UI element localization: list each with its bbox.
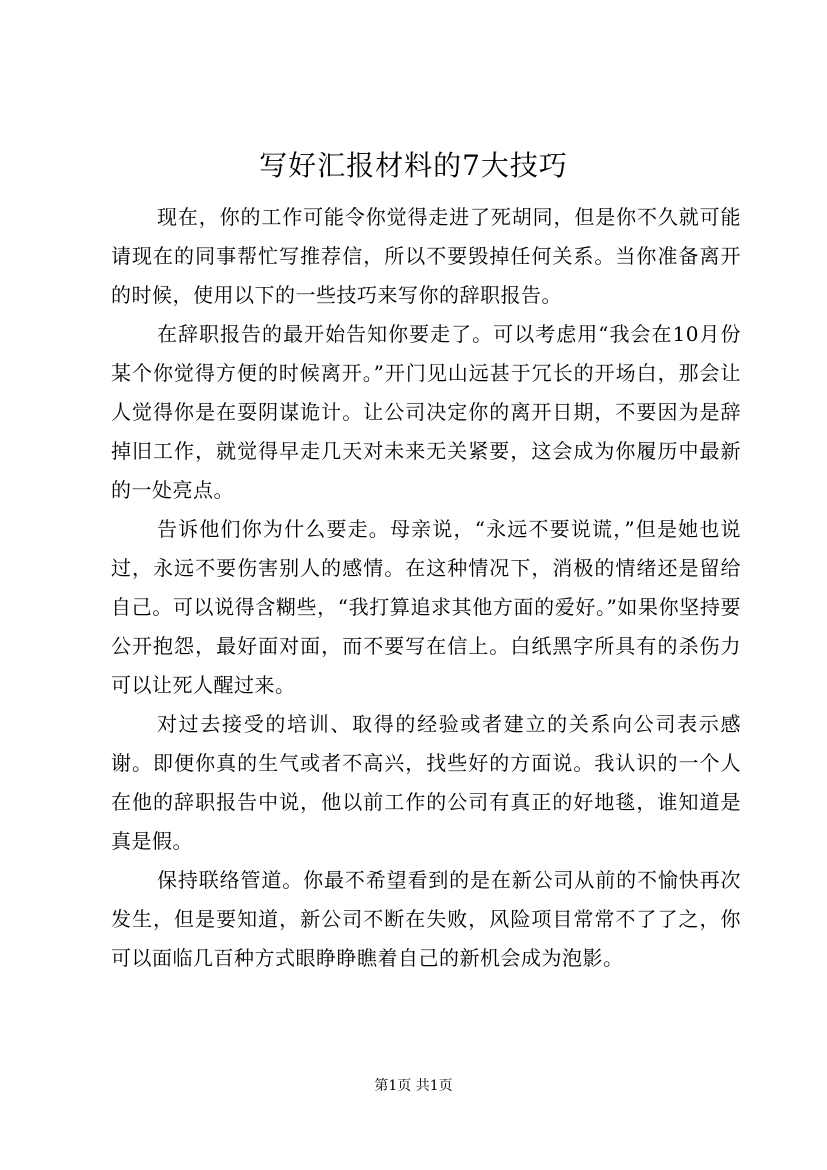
paragraph: 现在，你的工作可能令你觉得走进了死胡同，但是你不久就可能请现在的同事帮忙写推荐信，所以不要毁掉任何关系。当你准备离开的时候，使用以下的一些技巧来写你的辞职报告。 xyxy=(111,205,741,307)
page-footer: 第1页 共1页 xyxy=(374,1078,453,1094)
paragraph: 在辞职报告的最开始告知你要走了。可以考虑用“我会在10月份某个你觉得方便的时候离开。”开门见山远甚于冗长的开场白，那会让人觉得你是在耍阴谋诡计。让公司决定你的离开日期，不要因为是辞掉旧工作，就觉得早走几天对未来无关紧要，这会成为你履历中最新的一处亮点。 xyxy=(111,322,741,502)
document-body xyxy=(111,198,741,978)
paragraph: 告诉他们你为什么要走。母亲说，“永远不要说谎，”但是她也说过，永远不要伤害别人的感情。在这种情况下，消极的情绪还是留给自己。可以说得含糊些，“我打算追求其他方面的爱好。”如果你坚持要公开抱怨，最好面对面，而不要写在信上。白纸黑字所具有的杀伤力可以让死人醒过来。 xyxy=(111,517,741,697)
paragraph: 对过去接受的培训、取得的经验或者建立的关系向公司表示感谢。即便你真的生气或者不高兴，找些好的方面说。我认识的一个人在他的辞职报告中说，他以前工作的公司有真正的好地毯，谁知道是真是假。 xyxy=(111,712,741,853)
paragraph: 保持联络管道。你最不希望看到的是在新公司从前的不愉快再次发生，但是要知道，新公司不断在失败，风险项目常常不了了之，你可以面临几百种方式眼睁睁瞧着自己的新机会成为泡影。 xyxy=(111,868,741,970)
document-title: 写好汇报材料的7大技巧 xyxy=(259,149,568,182)
